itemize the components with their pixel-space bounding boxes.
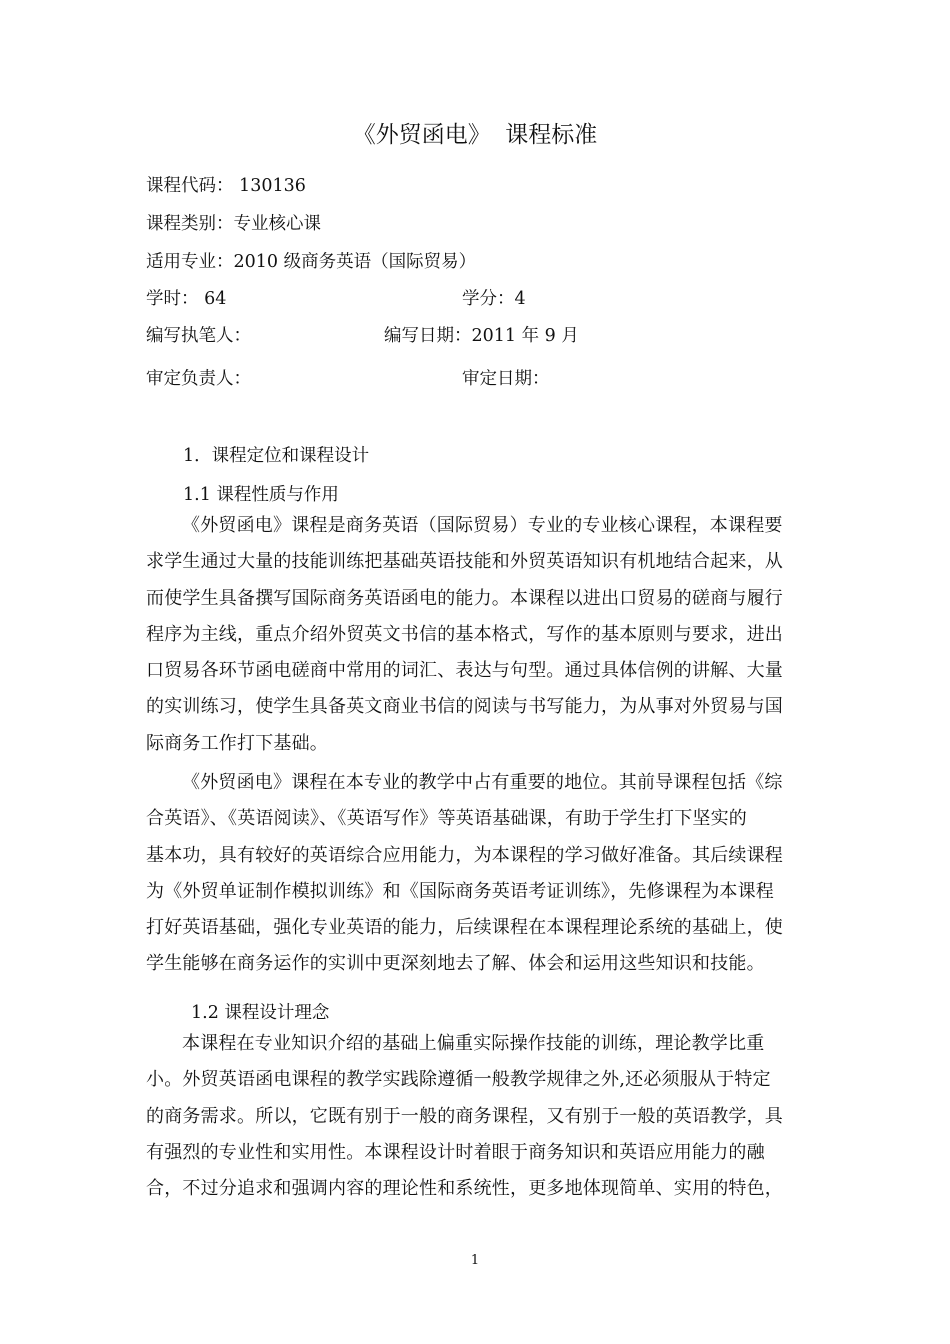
class-hours: 学时： 64 bbox=[146, 289, 227, 309]
paragraph-line: 为《外贸单证制作模拟训练》和《国际商务英语考证训练》，先修课程为本课程 bbox=[146, 880, 774, 902]
paragraph-course-nature bbox=[146, 508, 808, 762]
subsection-heading-1-2: 1.2 课程设计理念 bbox=[191, 1003, 330, 1023]
course-type: 课程类别：专业核心课 bbox=[146, 214, 321, 234]
paragraph-line: 《外贸函电》课程是商务英语（国际贸易）专业的专业核心课程，本课程要 bbox=[182, 515, 783, 536]
writer: 编写执笔人： bbox=[146, 326, 251, 346]
paragraph-line: 的商务需求。所以，它既有别于一般的商务课程，又有别于一般的英语教学，具 bbox=[146, 1105, 783, 1127]
paragraph-line: 际商务工作打下基础。 bbox=[146, 732, 328, 754]
paragraph-line: 程序为主线，重点介绍外贸英文书信的基本格式，写作的基本原则与要求，进出 bbox=[146, 623, 783, 645]
page-number: 1 bbox=[470, 1253, 480, 1268]
paragraph-line: 的实训练习，使学生具备英文商业书信的阅读与书写能力，为从事对外贸易与国 bbox=[146, 696, 783, 718]
write-date: 编写日期：2011 年 9 月 bbox=[384, 326, 579, 346]
paragraph-design-concept bbox=[146, 1026, 808, 1207]
review-date: 审定日期： bbox=[462, 369, 550, 389]
paragraph-line: 《外贸函电》课程在本专业的教学中占有重要的地位。其前导课程包括《综 bbox=[182, 772, 783, 793]
paragraph-line: 基本功，具有较好的英语综合应用能力，为本课程的学习做好准备。其后续课程 bbox=[146, 844, 783, 866]
paragraph-line: 有强烈的专业性和实用性。本课程设计时着眼于商务知识和英语应用能力的融 bbox=[146, 1141, 765, 1163]
paragraph-course-role bbox=[146, 765, 808, 983]
applicable-major: 适用专业：2010 级商务英语（国际贸易） bbox=[146, 252, 477, 272]
paragraph-line: 合，不过分追求和强调内容的理论性和系统性，更多地体现简单、实用的特色， bbox=[146, 1178, 783, 1200]
paragraph-line: 而使学生具备撰写国际商务英语函电的能力。本课程以进出口贸易的磋商与履行 bbox=[146, 587, 783, 609]
credits: 学分：4 bbox=[462, 289, 526, 309]
paragraph-line: 求学生通过大量的技能训练把基础英语技能和外贸英语知识有机地结合起来，从 bbox=[146, 551, 783, 573]
paragraph-line: 学生能够在商务运作的实训中更深刻地去了解、体会和运用这些知识和技能。 bbox=[146, 953, 765, 975]
reviewer: 审定负责人： bbox=[146, 369, 251, 389]
section-heading-1: 1．课程定位和课程设计 bbox=[183, 446, 370, 466]
paragraph-line: 小。外贸英语函电课程的教学实践除遵循一般教学规律之外,还必须服从于特定 bbox=[146, 1069, 771, 1091]
document-title: 《外贸函电》 课程标准 bbox=[352, 122, 598, 148]
paragraph-line: 口贸易各环节函电磋商中常用的词汇、表达与句型。通过具体信例的讲解、大量 bbox=[146, 660, 783, 682]
paragraph-line: 合英语》、《英语阅读》、《英语写作》等英语基础课，有助于学生打下坚实的 bbox=[146, 808, 747, 830]
paragraph-line: 打好英语基础，强化专业英语的能力，后续课程在本课程理论系统的基础上，使 bbox=[146, 917, 783, 939]
subsection-heading-1-1: 1.1 课程性质与作用 bbox=[183, 485, 339, 505]
course-code: 课程代码： 130136 bbox=[146, 176, 306, 196]
paragraph-line: 本课程在专业知识介绍的基础上偏重实际操作技能的训练，理论教学比重 bbox=[182, 1033, 765, 1054]
